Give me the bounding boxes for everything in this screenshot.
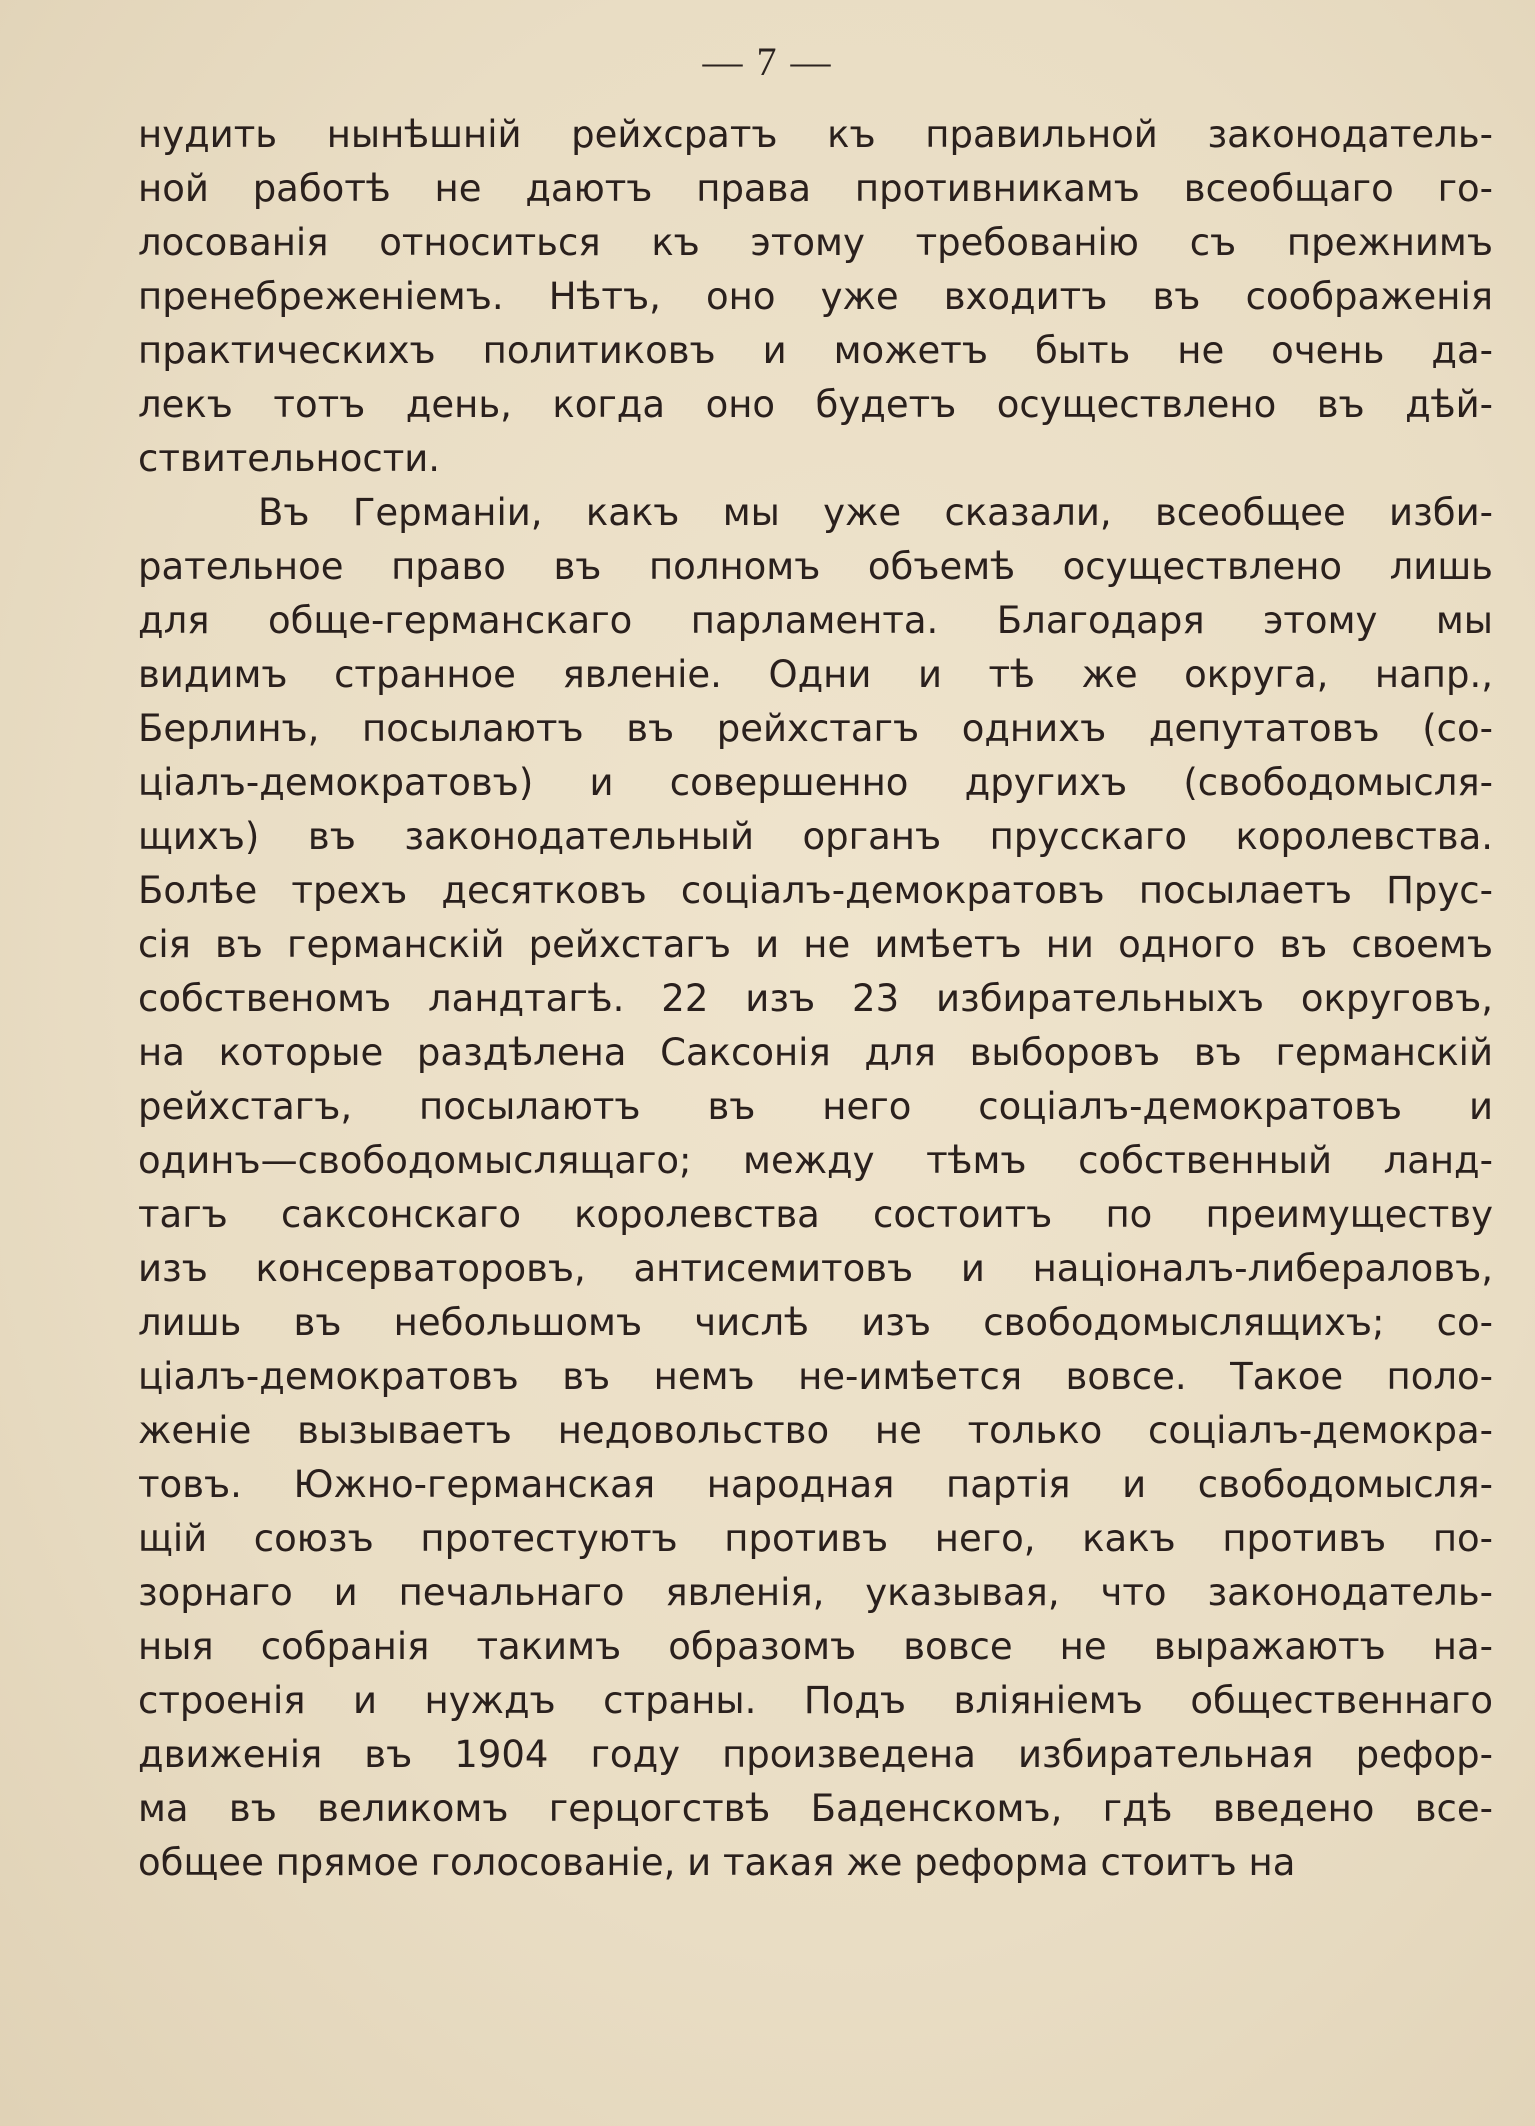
text-line: движенія въ 1904 году произведена избирательная рефор- xyxy=(138,1733,1493,1776)
text-line: рейхстагъ, посылаютъ въ него соціалъ-демократовъ и xyxy=(138,1085,1493,1128)
text-line: лишь въ небольшомъ числѣ изъ свободомыслящихъ; со- xyxy=(138,1301,1493,1344)
text-line: видимъ странное явленіе. Одни и тѣ же округа, напр., xyxy=(138,653,1493,696)
text-line: товъ. Южно-германская народная партія и свободомысля- xyxy=(138,1463,1493,1506)
text-line: женіе вызываетъ недовольство не только соціалъ-демокра- xyxy=(138,1409,1493,1452)
text-line: ціалъ-демократовъ въ немъ не-имѣется вовсе. Такое поло- xyxy=(138,1355,1493,1398)
text-line: ма въ великомъ герцогствѣ Баденскомъ, гдѣ введено все- xyxy=(138,1787,1493,1830)
text-line: на которые раздѣлена Саксонія для выборовъ въ германскій xyxy=(138,1031,1493,1074)
page-number: — 7 — xyxy=(702,39,833,84)
text-line: рательное право въ полномъ объемѣ осуществлено лишь xyxy=(138,545,1493,588)
text-line: щихъ) въ законодательный органъ прусскаго королевства. xyxy=(138,815,1493,858)
text-line: собственомъ ландтагѣ. 22 изъ 23 избирательныхъ округовъ, xyxy=(138,977,1493,1020)
paragraph-1 xyxy=(138,108,1493,486)
text-line: Въ Германіи, какъ мы уже сказали, всеобщее изби- xyxy=(258,491,1493,534)
text-line: практическихъ политиковъ и можетъ быть не очень да- xyxy=(138,329,1493,372)
text-line: тагъ саксонскаго королевства состоитъ по преимуществу xyxy=(138,1193,1493,1236)
text-line: строенія и нуждъ страны. Подъ вліяніемъ общественнаго xyxy=(138,1679,1493,1722)
text-line: ной работѣ не даютъ права противникамъ всеобщаго го- xyxy=(138,167,1493,210)
text-line: щій союзъ протестуютъ противъ него, какъ противъ по- xyxy=(138,1517,1493,1560)
text-line: пренебреженіемъ. Нѣтъ, оно уже входитъ въ соображенія xyxy=(138,275,1493,318)
text-line: одинъ—свободомыслящаго; между тѣмъ собственный ланд- xyxy=(138,1139,1493,1182)
body-text xyxy=(138,108,1493,1890)
text-line: ціалъ-демократовъ) и совершенно другихъ (свободомысля- xyxy=(138,761,1493,804)
text-line: Болѣе трехъ десятковъ соціалъ-демократовъ посылаетъ Прус- xyxy=(138,869,1493,912)
text-line: для обще-германскаго парламента. Благодаря этому мы xyxy=(138,599,1493,642)
text-line: изъ консерваторовъ, антисемитовъ и націоналъ-либераловъ, xyxy=(138,1247,1493,1290)
text-line: сія въ германскій рейхстагъ и не имѣетъ ни одного въ своемъ xyxy=(138,923,1493,966)
text-line: ствительности. xyxy=(138,437,441,480)
text-line: общее прямое голосованіе, и такая же реформа стоитъ на xyxy=(138,1841,1296,1884)
text-line: зорнаго и печальнаго явленія, указывая, что законодатель- xyxy=(138,1571,1493,1614)
text-line: Берлинъ, посылаютъ въ рейхстагъ однихъ депутатовъ (со- xyxy=(138,707,1493,750)
text-line: лекъ тотъ день, когда оно будетъ осуществлено въ дѣй- xyxy=(138,383,1493,426)
text-line: лосованія относиться къ этому требованію съ прежнимъ xyxy=(138,221,1493,264)
text-line: нудить нынѣшній рейхсратъ къ правильной законодатель- xyxy=(138,113,1493,156)
text-line: ныя собранія такимъ образомъ вовсе не выражаютъ на- xyxy=(138,1625,1493,1668)
paragraph-2 xyxy=(138,486,1493,1890)
